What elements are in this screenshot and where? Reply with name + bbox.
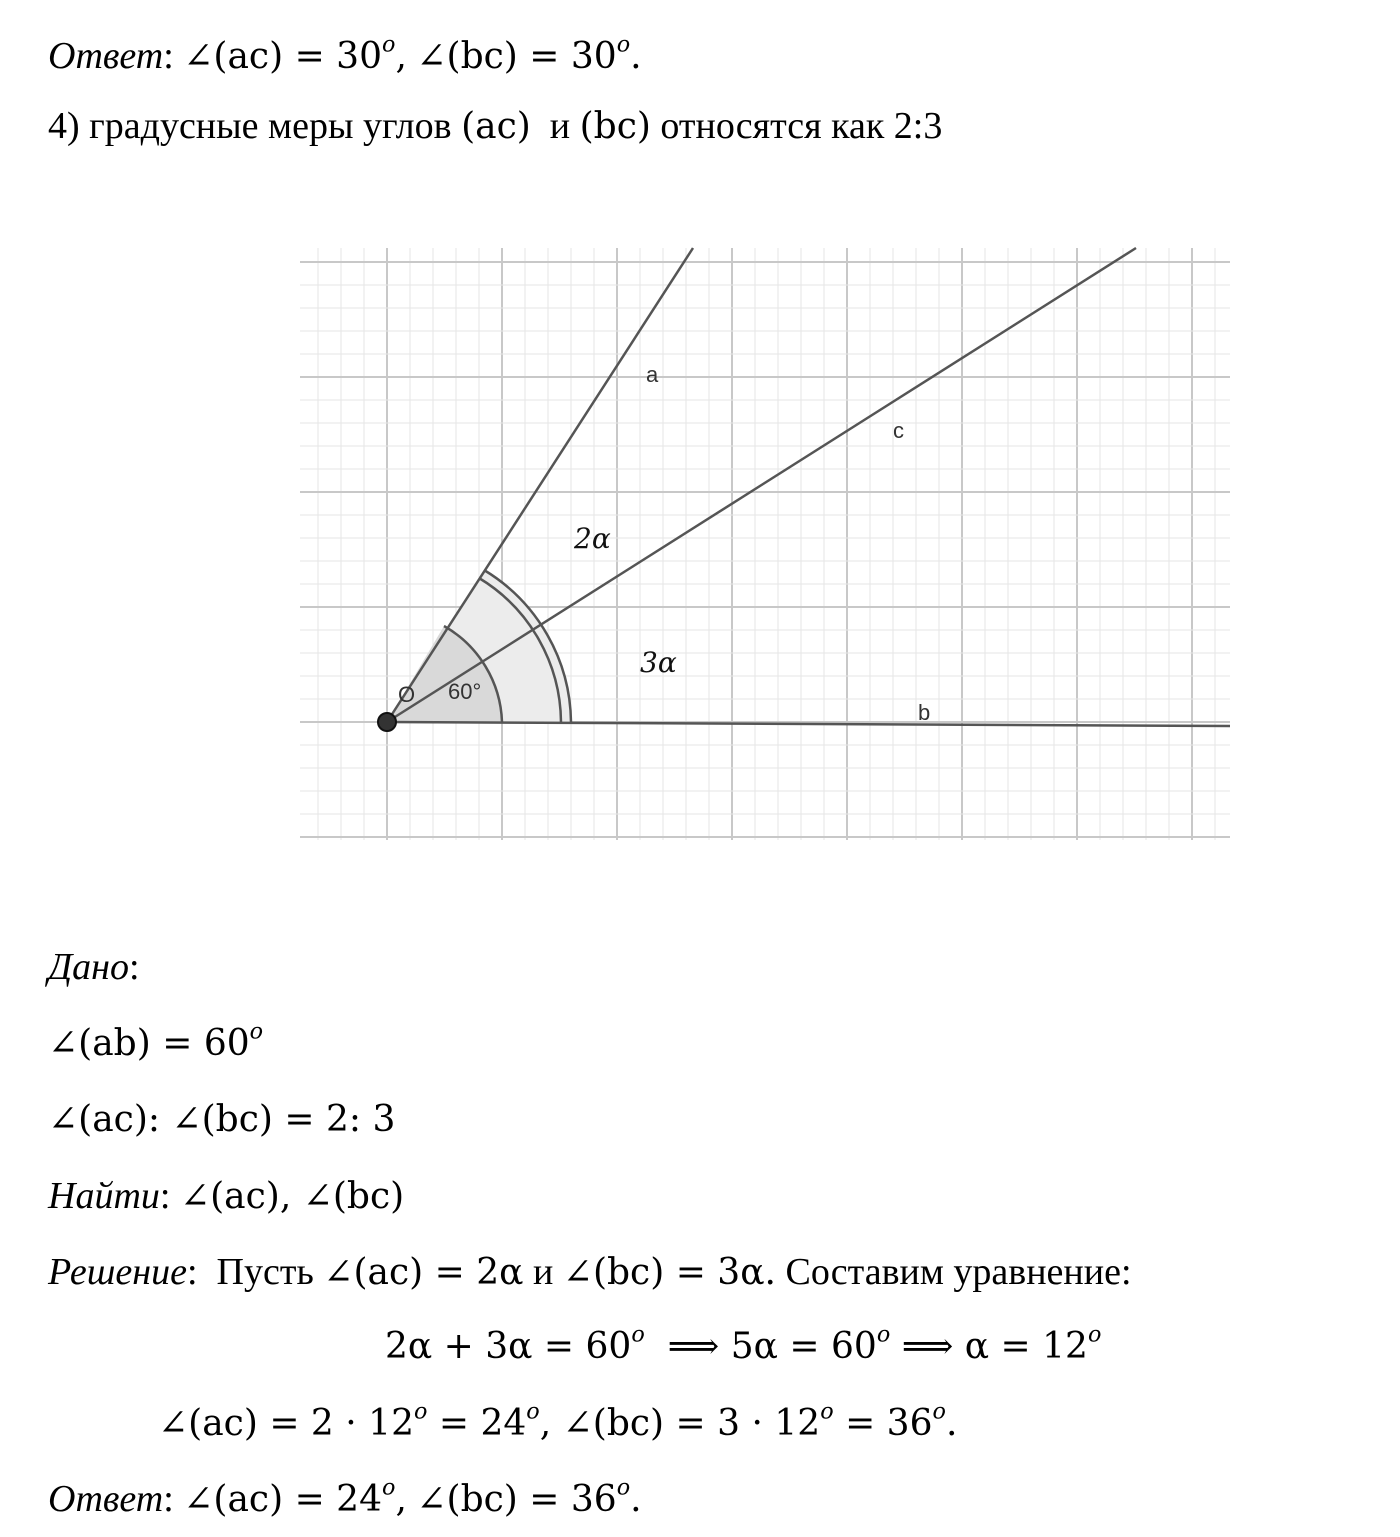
given-label: Дано <box>48 946 130 988</box>
vertex-point <box>378 713 396 731</box>
task-bc: (bc) <box>579 106 651 147</box>
given-heading: Дано: <box>48 946 140 988</box>
solution-label: Решение <box>48 1251 187 1293</box>
ray-c-label: c <box>893 418 904 443</box>
answer-expr-ac: ∠(ac) = $30^o$ <box>183 31 396 77</box>
top-answer-line: Ответ: ∠(ac) = $30^o$, ∠(bc) = $30^o$. <box>48 31 642 77</box>
find-label: Найти <box>48 1175 160 1217</box>
equation-line: $2\alpha + 3\alpha = 60^o$ ⟹ $5\alpha = 60^o$ ⟹ $\alpha = 12^o$ <box>385 1321 1102 1367</box>
final-answer-line: Ответ: ∠(ac) = $24^o$, ∠(bc) = $36^o$. <box>48 1474 642 1520</box>
task-ac: (ac) <box>461 106 531 147</box>
angle-ab-label: 60° <box>448 679 482 704</box>
ray-a-label: a <box>646 362 659 387</box>
ray-b-label: b <box>918 700 931 725</box>
given-line-2: ∠(ac): ∠(bc) = 2: 3 <box>48 1099 396 1140</box>
task-number: 4) <box>48 105 80 147</box>
final-answer-label: Ответ <box>48 1478 164 1520</box>
grid <box>300 248 1230 840</box>
answer-expr-bc: ∠(bc) = $30^o$ <box>416 31 631 77</box>
given-line-1: ∠(ab) = $60^o$ <box>48 1018 264 1064</box>
angle-bc-label: 3α <box>640 646 677 679</box>
task-statement: 4) градусные меры углов (ac) и (bc) относятся как 2:3 <box>48 105 943 147</box>
answer-label: Ответ <box>48 35 164 77</box>
calculation-line: ∠(ac) = $2 \cdot 12^o = 24^o$, ∠(bc) = $3 \cdot 12^o = 36^o$. <box>158 1398 958 1444</box>
angle-ac-label: 2α <box>574 522 611 555</box>
vertex-label: O <box>398 682 416 707</box>
find-line: Найти: ∠(ac), ∠(bc) <box>48 1175 405 1217</box>
ray-c <box>387 248 1136 722</box>
solution-line: Решение: Пусть ∠(ac) = 2α и ∠(bc) = 3α. Составим уравнение: <box>48 1251 1132 1293</box>
